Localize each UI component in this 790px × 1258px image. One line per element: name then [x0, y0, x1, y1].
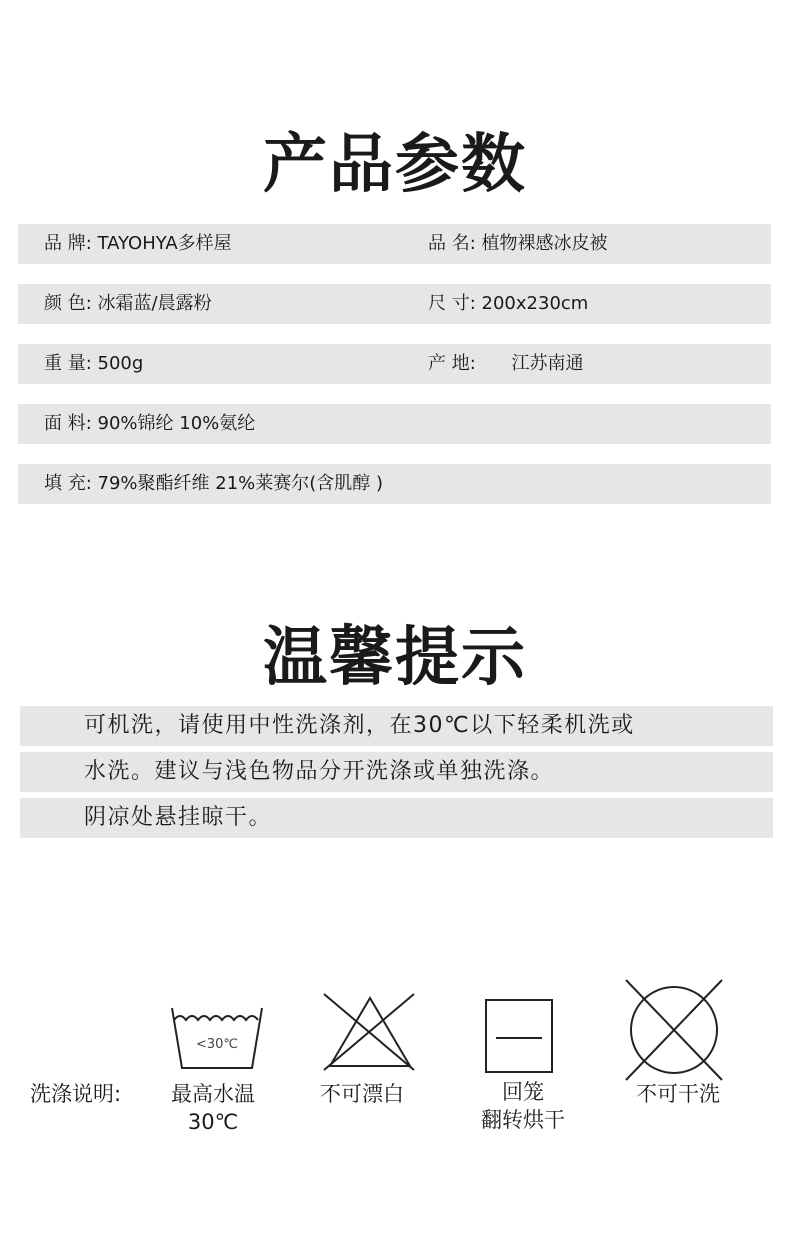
param-value: 79%聚酯纤维 21%莱赛尔(含肌醇 ): [97, 473, 384, 494]
params-title: 产品参数: [263, 128, 527, 202]
care-item-label: [153, 1080, 273, 1136]
param-key: 面 料:: [44, 413, 92, 434]
no-dry-clean-icon: [622, 976, 726, 1084]
tip-line: [20, 706, 773, 746]
param-key: 重 量:: [44, 353, 92, 374]
param-row: [18, 344, 771, 384]
param-row: [18, 224, 771, 264]
wash-tub-icon: [168, 1002, 268, 1072]
param-key: 尺 寸:: [428, 293, 476, 314]
care-item-label: [463, 1078, 583, 1134]
param-value: 500g: [97, 353, 144, 374]
param-key: 填 充:: [44, 473, 92, 494]
care-item-line1: 不可干洗: [636, 1082, 720, 1106]
param-key: 品 牌:: [44, 233, 92, 254]
tip-text: 可机洗，请使用中性洗涤剂，在30℃以下轻柔机洗或: [84, 713, 635, 738]
tip-text: 阴凉处悬挂晾干。: [84, 805, 273, 830]
tips-title: 温馨提示: [263, 621, 527, 695]
care-label: 洗涤说明:: [30, 1082, 122, 1106]
wash-temp-text: <30℃: [195, 1037, 239, 1052]
tip-line: [20, 798, 773, 838]
param-row: [18, 284, 771, 324]
param-key: 产 地:: [428, 353, 476, 374]
param-value: 90%锦纶 10%氨纶: [97, 413, 256, 434]
param-key: 颜 色:: [44, 293, 92, 314]
tumble-dry-icon: [480, 996, 558, 1076]
care-item-line1: 最高水温: [171, 1082, 255, 1106]
param-row: [18, 464, 771, 504]
param-value: 冰霜蓝/晨露粉: [97, 293, 212, 314]
param-value: 江苏南通: [511, 353, 584, 374]
param-key: 品 名:: [428, 233, 476, 254]
param-row: [18, 404, 771, 444]
no-bleach-icon: [320, 990, 420, 1072]
param-value: 植物裸感冰皮被: [481, 233, 608, 254]
param-value: 200x230cm: [481, 293, 589, 314]
care-item-label: [618, 1080, 738, 1108]
care-item-label: [302, 1080, 422, 1108]
tip-text: 水洗。建议与浅色物品分开洗涤或单独洗涤。: [84, 759, 555, 784]
care-item-line1: 不可漂白: [320, 1082, 404, 1106]
care-item-line1: 回笼: [502, 1080, 544, 1104]
tip-line: [20, 752, 773, 792]
care-item-line2: 翻转烘干: [481, 1108, 565, 1132]
param-value: TAYOHYA多样屋: [97, 233, 232, 254]
care-item-line2: 30℃: [187, 1110, 239, 1134]
